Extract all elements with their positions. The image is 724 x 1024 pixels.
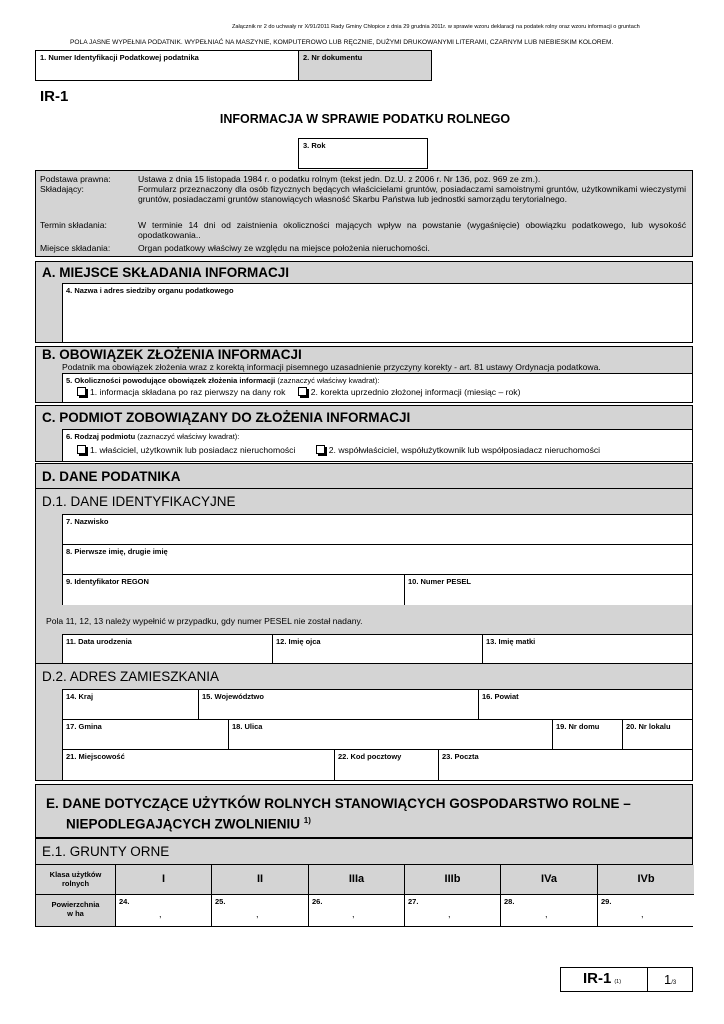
commune-label: 17. Gmina	[66, 722, 102, 731]
d2-heading: D.2. ADRES ZAMIESZKANIA	[35, 663, 693, 690]
country-label: 14. Kraj	[66, 692, 94, 701]
regon-field[interactable]	[62, 574, 404, 605]
form-code: IR-1	[40, 88, 69, 105]
area-row-label	[36, 895, 116, 926]
owner-option: 1. właściciel, użytkownik lub posiadacz nieruchomości	[90, 445, 296, 455]
father-name-field[interactable]	[272, 634, 482, 663]
decimal-separator: ,	[256, 909, 259, 919]
area-field-number: 24.	[119, 897, 130, 906]
nip-field[interactable]	[35, 50, 299, 81]
first-names-field[interactable]	[62, 544, 692, 575]
basis-label: Podstawa prawna:	[40, 174, 111, 184]
birth-date-field[interactable]	[62, 634, 272, 663]
first-names-label: 8. Pierwsze imię, drugie imię	[66, 547, 168, 556]
decimal-separator: ,	[159, 909, 162, 919]
class-row-label	[36, 865, 116, 895]
tax-office-label: 4. Nazwa i adres siedziby organu podatkowego	[66, 286, 234, 295]
footer-page-number: 1	[664, 972, 672, 987]
d1-heading: D.1. DANE IDENTYFIKACYJNE	[35, 488, 693, 515]
commune-field[interactable]	[62, 719, 228, 750]
co-owner-checkbox[interactable]	[316, 445, 325, 454]
surname-field[interactable]	[62, 514, 692, 545]
area-field-number: 25.	[215, 897, 226, 906]
area-input-IIIb[interactable]	[405, 895, 501, 926]
decimal-separator: ,	[545, 909, 548, 919]
area-field-number: 29.	[601, 897, 612, 906]
entity-type-options	[77, 445, 600, 455]
county-label: 16. Powiat	[482, 692, 519, 701]
voivodeship-label: 15. Województwo	[202, 692, 264, 701]
area-label-a: Powierzchnia	[51, 900, 100, 909]
section-e-heading	[35, 784, 693, 838]
land-class-table	[35, 865, 693, 927]
legal-basis-box	[35, 170, 693, 257]
area-field-number: 27.	[408, 897, 419, 906]
flat-number-label: 20. Nr lokalu	[626, 722, 671, 731]
circumstance-label-main: 5. Okoliczności powodujące obowiązek złożenia informacji	[66, 376, 276, 385]
footer-form-code	[583, 970, 621, 988]
postal-code-field[interactable]	[334, 749, 438, 780]
year-label: 3. Rok	[303, 141, 326, 150]
co-owner-option: 2. współwłaściciel, współużytkownik lub współposiadacz nieruchomości	[328, 445, 601, 455]
document-number-label: 2. Nr dokumentu	[303, 53, 363, 62]
place-label: Miejsce składania:	[40, 243, 111, 253]
area-label-b: w ha	[67, 909, 84, 918]
section-e-title-line2	[66, 812, 311, 833]
county-field[interactable]	[478, 689, 692, 720]
circumstance-label-hint: (zaznaczyć właściwy kwadrat):	[277, 376, 380, 385]
first-filing-checkbox[interactable]	[77, 387, 86, 396]
entity-type-field	[62, 429, 692, 461]
section-b-title: B. OBOWIĄZEK ZŁOŻENIA INFORMACJI	[42, 347, 302, 362]
father-name-label: 12. Imię ojca	[276, 637, 321, 646]
e1-heading: E.1. GRUNTY ORNE	[35, 838, 693, 865]
tax-office-field[interactable]	[62, 283, 692, 342]
decimal-separator: ,	[641, 909, 644, 919]
circumstance-options	[77, 387, 520, 397]
section-b-note: Podatnik ma obowiązek złożenia wraz z korektą informacji pisemnego uzasadnienie przyczyny korekty - art. 81 ustawy Ordynacja podatkowa.	[62, 362, 601, 372]
class-header-IIIb: IIIb	[405, 865, 501, 895]
filer-text: Formularz przeznaczony dla osób fizycznych będących właścicielami gruntów, posiadaczami samoistnymi gruntów, użytkownikami wieczystymi gruntów, posiadaczami gruntów stanowiących własność Skarbu Państwa lub jednostki samorządu terytorialnego.	[138, 184, 686, 204]
surname-label: 7. Nazwisko	[66, 517, 109, 526]
place-text: Organ podatkowy właściwy ze względu na miejsce położenia nieruchomości.	[138, 243, 430, 253]
footer-code-text: IR-1	[583, 970, 612, 987]
year-field[interactable]	[298, 138, 428, 169]
filer-label: Składający:	[40, 184, 84, 194]
class-header-IIIa: IIIa	[309, 865, 405, 895]
nip-label: 1. Numer Identyfikacji Podatkowej podatnika	[40, 53, 199, 62]
entity-type-label-hint: (zaznaczyć właściwy kwadrat):	[137, 432, 240, 441]
section-e-footnote: 1)	[303, 816, 311, 825]
class-label-a: Klasa użytków	[49, 870, 102, 879]
area-field-number: 26.	[312, 897, 323, 906]
country-field[interactable]	[62, 689, 198, 720]
section-d-heading: D. DANE PODATNIKA	[35, 463, 693, 489]
correction-checkbox[interactable]	[298, 387, 307, 396]
postal-code-label: 22. Kod pocztowy	[338, 752, 402, 761]
voivodeship-field[interactable]	[198, 689, 478, 720]
post-office-field[interactable]	[438, 749, 692, 780]
circumstance-field	[62, 373, 692, 402]
decimal-separator: ,	[448, 909, 451, 919]
house-number-label: 19. Nr domu	[556, 722, 600, 731]
mother-name-field[interactable]	[482, 634, 692, 663]
area-field-number: 28.	[504, 897, 515, 906]
annex-note: Załącznik nr 2 do uchwały nr X/91/2011 Rady Gminy Chłopice z dnia 29 grudnia 2011r. w sprawie wzoru deklaracji na podatek rolny oraz wzoru informacji o gruntach	[232, 24, 640, 30]
street-field[interactable]	[228, 719, 552, 750]
footer-page-total: /3	[671, 980, 677, 986]
form-title: INFORMACJA W SPRAWIE PODATKU ROLNEGO	[219, 112, 511, 126]
circumstance-label	[66, 376, 379, 385]
section-e-title-text: NIEPODLEGAJĄCYCH ZWOLNIENIU	[66, 816, 301, 832]
section-c-heading: C. PODMIOT ZOBOWIĄZANY DO ZŁOŻENIA INFORMACJI	[35, 405, 693, 430]
deadline-label: Termin składania:	[40, 220, 107, 230]
entity-type-label-main: 6. Rodzaj podmiotu	[66, 432, 136, 441]
section-e-title-line1: E. DANE DOTYCZĄCE UŻYTKÓW ROLNYCH STANOWIĄCYCH GOSPODARSTWO ROLNE –	[46, 796, 631, 811]
area-input-IVa[interactable]	[501, 895, 598, 926]
house-number-field[interactable]	[552, 719, 622, 750]
pesel-label: 10. Numer PESEL	[408, 577, 471, 586]
class-header-IVa: IVa	[501, 865, 598, 895]
class-header-I: I	[116, 865, 212, 895]
document-number-field	[298, 50, 432, 81]
section-a-heading: A. MIEJSCE SKŁADANIA INFORMACJI	[35, 261, 693, 284]
entity-type-label	[66, 432, 239, 441]
decimal-separator: ,	[352, 909, 355, 919]
flat-number-field[interactable]	[622, 719, 692, 750]
owner-checkbox[interactable]	[77, 445, 86, 454]
pesel-note: Pola 11, 12, 13 należy wypełnić w przypadku, gdy numer PESEL nie został nadany.	[46, 616, 363, 626]
footer-version: (1)	[614, 979, 622, 985]
class-label-b: rolnych	[61, 879, 90, 888]
footer-form-code-box	[560, 967, 648, 992]
street-label: 18. Ulica	[232, 722, 263, 731]
area-input-IIIa[interactable]	[309, 895, 405, 926]
locality-label: 21. Miejscowość	[66, 752, 125, 761]
mother-name-label: 13. Imię matki	[486, 637, 536, 646]
class-header-II: II	[212, 865, 309, 895]
birth-date-label: 11. Data urodzenia	[66, 637, 132, 646]
correction-option: 2. korekta uprzednio złożonej informacji (miesiąc – rok)	[310, 387, 521, 397]
pesel-field[interactable]	[404, 574, 692, 605]
footer-page	[664, 971, 676, 989]
basis-text: Ustawa z dnia 15 listopada 1984 r. o podatku rolnym (tekst jedn. Dz.U. z 2006 r. Nr 136, poz. 969 ze zm.).	[138, 174, 541, 184]
first-filing-option: 1. informacja składana po raz pierwszy na dany rok	[90, 387, 286, 397]
area-input-II[interactable]	[212, 895, 309, 926]
locality-field[interactable]	[62, 749, 334, 780]
regon-label: 9. Identyfikator REGON	[66, 577, 149, 586]
area-input-IVb[interactable]	[598, 895, 694, 926]
class-header-IVb: IVb	[598, 865, 694, 895]
footer-page-box	[647, 967, 693, 992]
area-input-I[interactable]	[116, 895, 212, 926]
fill-instructions: POLA JASNE WYPEŁNIA PODATNIK. WYPEŁNIAĆ NA MASZYNIE, KOMPUTEROWO LUB RĘCZNIE, DUŻYMI DRUKOWANYMI LITERAMI, CZARNYM LUB NIEBIESKIM KOLOREM.	[70, 39, 614, 46]
deadline-text: W terminie 14 dni od zaistnienia okoliczności mających wpływ na powstanie (wygaśnięcie) obowiązku podatkowego, lub wysokość opodatkowania..	[138, 220, 686, 240]
post-office-label: 23. Poczta	[442, 752, 479, 761]
